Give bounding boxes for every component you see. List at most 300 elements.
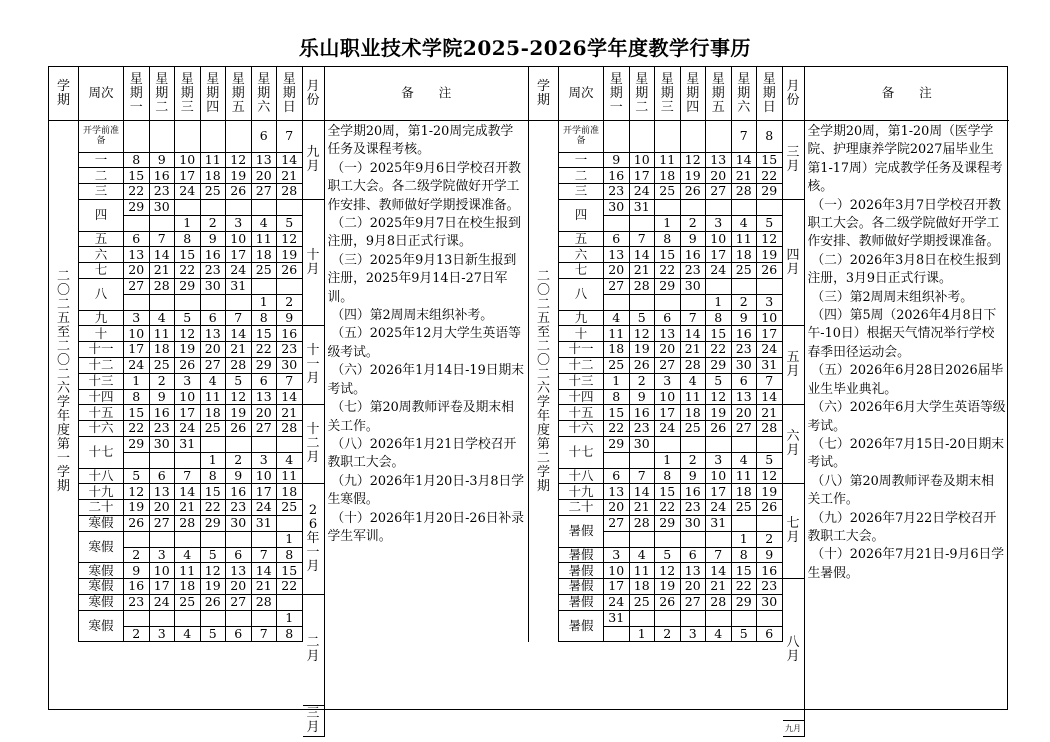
- date-cell: 22: [655, 500, 681, 516]
- month-label: 十 二 月: [303, 405, 325, 484]
- date-cell: 25: [681, 421, 707, 437]
- date-cell: 18: [655, 168, 681, 184]
- date-cell: 18: [252, 247, 278, 263]
- date-cell: 8: [757, 121, 783, 153]
- date-cell: 31: [175, 437, 201, 453]
- date-cell: 27: [655, 358, 681, 374]
- date-cell: 26: [757, 263, 783, 279]
- date-cell: 15: [201, 484, 227, 500]
- date-cell: 24: [706, 263, 732, 279]
- week-label: 七: [79, 263, 124, 279]
- date-cell: [732, 611, 758, 627]
- date-cell: 24: [226, 263, 252, 279]
- date-cell: 22: [201, 500, 227, 516]
- week-label: 十四: [79, 390, 124, 406]
- date-cell: 20: [681, 579, 707, 595]
- date-cell: 19: [124, 500, 150, 516]
- date-cell: 16: [604, 168, 630, 184]
- date-cell: 17: [706, 484, 732, 500]
- date-cell: 1: [655, 453, 681, 469]
- date-cell: 16: [732, 326, 758, 342]
- date-cell: 29: [655, 516, 681, 532]
- date-cell: 12: [757, 469, 783, 485]
- week-label: 二: [559, 168, 604, 184]
- date-cell: 10: [757, 311, 783, 327]
- date-cell: 13: [655, 326, 681, 342]
- date-cell: 20: [604, 263, 630, 279]
- date-cell: 27: [124, 279, 150, 295]
- date-cell: 29: [124, 437, 150, 453]
- note-item: （六）2026年1月14日-19日期末考试。: [327, 363, 525, 397]
- note-item: （十）2026年7月21日-9月6日学生暑假。: [807, 547, 1005, 581]
- date-cell: 3: [252, 453, 278, 469]
- date-cell: 15: [604, 405, 630, 421]
- date-cell: 26: [655, 595, 681, 611]
- date-cell: 12: [226, 390, 252, 406]
- calendar-table: [48, 66, 1008, 735]
- date-cell: [681, 437, 707, 453]
- date-cell: 29: [201, 516, 227, 532]
- date-cell: 27: [252, 184, 278, 200]
- date-cell: 21: [757, 405, 783, 421]
- date-cell: 20: [124, 263, 150, 279]
- date-cell: 3: [175, 374, 201, 390]
- date-cell: 13: [252, 390, 278, 406]
- date-cell: 26: [124, 516, 150, 532]
- header-day: 星 期 五: [226, 67, 252, 121]
- date-cell: 23: [732, 342, 758, 358]
- date-cell: 1: [655, 216, 681, 232]
- date-cell: 19: [226, 405, 252, 421]
- date-cell: 30: [681, 516, 707, 532]
- note-item: （八）第20周教师评卷及期末相关工作。: [807, 473, 994, 508]
- date-cell: 30: [681, 279, 707, 295]
- date-cell: 7: [757, 374, 783, 390]
- date-cell: 31: [757, 358, 783, 374]
- date-cell: 8: [655, 469, 681, 485]
- month-label: 七 月: [783, 484, 805, 579]
- week-label: 五: [79, 232, 124, 248]
- date-cell: [226, 295, 252, 311]
- week-label: 十六: [559, 421, 604, 437]
- week-label: 八: [559, 279, 604, 311]
- date-cell: 20: [655, 342, 681, 358]
- date-cell: [732, 279, 758, 295]
- date-cell: [604, 295, 630, 311]
- date-cell: 20: [201, 342, 227, 358]
- date-cell: 6: [604, 469, 630, 485]
- date-cell: 21: [277, 405, 303, 421]
- week-label: 十三: [559, 374, 604, 390]
- date-cell: [201, 437, 227, 453]
- note-item: （二）2025年9月7日在校生报到注册，9月8日正式行课。: [327, 216, 521, 250]
- header-month: 月 份: [783, 67, 805, 121]
- date-cell: 26: [277, 263, 303, 279]
- date-cell: 25: [630, 595, 656, 611]
- week-label: 三: [559, 184, 604, 200]
- date-cell: 7: [630, 469, 656, 485]
- date-cell: 24: [604, 595, 630, 611]
- date-cell: 21: [252, 579, 278, 595]
- date-cell: 3: [655, 374, 681, 390]
- date-cell: 31: [604, 611, 630, 627]
- date-cell: 15: [655, 484, 681, 500]
- date-cell: [226, 532, 252, 548]
- date-cell: 12: [655, 563, 681, 579]
- date-cell: 1: [277, 532, 303, 548]
- week-label: 暑假: [559, 595, 604, 611]
- date-cell: 23: [201, 263, 227, 279]
- date-cell: 7: [630, 232, 656, 248]
- date-cell: 14: [277, 390, 303, 406]
- date-cell: 8: [124, 390, 150, 406]
- date-cell: 1: [252, 295, 278, 311]
- date-cell: 29: [706, 358, 732, 374]
- date-cell: 18: [681, 405, 707, 421]
- date-cell: 10: [175, 153, 201, 169]
- date-cell: [706, 437, 732, 453]
- date-cell: 15: [732, 563, 758, 579]
- date-cell: 20: [150, 500, 176, 516]
- note-item: （十）2026年1月20日-26日补录学生军训。: [327, 510, 525, 544]
- date-cell: 5: [226, 374, 252, 390]
- date-cell: [252, 532, 278, 548]
- date-cell: 15: [655, 247, 681, 263]
- date-cell: [757, 279, 783, 295]
- date-cell: 29: [655, 279, 681, 295]
- date-cell: 19: [757, 484, 783, 500]
- date-cell: 4: [252, 216, 278, 232]
- date-cell: 11: [175, 563, 201, 579]
- date-cell: [630, 453, 656, 469]
- date-cell: 4: [732, 453, 758, 469]
- month-label: 十 一 月: [303, 326, 325, 405]
- week-label: 暑假: [559, 579, 604, 595]
- notes-panel: [805, 121, 1010, 642]
- date-cell: 12: [706, 390, 732, 406]
- header-day: 星 期 五: [706, 67, 732, 121]
- header-day: 星 期 四: [681, 67, 707, 121]
- date-cell: 3: [706, 453, 732, 469]
- date-cell: 19: [757, 247, 783, 263]
- date-cell: 14: [630, 247, 656, 263]
- header-day: 星 期 二: [630, 67, 656, 121]
- date-cell: 10: [150, 563, 176, 579]
- note-item: （一）2026年3月7日学校召开教职工大会。各二级学院做好开学工作安排、教师做好学期授课准备。: [807, 197, 1001, 250]
- date-cell: 20: [226, 579, 252, 595]
- date-cell: [150, 453, 176, 469]
- month-label: 十 月: [303, 200, 325, 326]
- date-cell: 6: [757, 627, 783, 643]
- date-cell: [277, 200, 303, 216]
- date-cell: [150, 216, 176, 232]
- date-cell: [277, 437, 303, 453]
- header-week: 周次: [559, 67, 604, 121]
- date-cell: [277, 595, 303, 611]
- date-cell: 27: [252, 421, 278, 437]
- month-label: 九月: [783, 721, 805, 737]
- date-cell: 28: [681, 358, 707, 374]
- date-cell: [252, 611, 278, 627]
- date-cell: 11: [604, 326, 630, 342]
- date-cell: 9: [226, 469, 252, 485]
- date-cell: 5: [757, 453, 783, 469]
- date-cell: 6: [226, 548, 252, 564]
- date-cell: 21: [630, 500, 656, 516]
- date-cell: 1: [732, 532, 758, 548]
- date-cell: 1: [277, 611, 303, 627]
- date-cell: 30: [630, 437, 656, 453]
- semester-label: 二 〇 二 五 至 二 〇 二 六 学 年 度 第 一 学 期: [49, 121, 79, 642]
- header-week: 周次: [79, 67, 124, 121]
- date-cell: 15: [252, 326, 278, 342]
- date-cell: [732, 437, 758, 453]
- date-cell: 24: [655, 421, 681, 437]
- date-cell: 21: [706, 579, 732, 595]
- date-cell: 24: [124, 358, 150, 374]
- date-cell: 8: [175, 232, 201, 248]
- date-cell: 14: [630, 484, 656, 500]
- date-cell: 13: [681, 563, 707, 579]
- date-cell: [681, 121, 707, 153]
- date-cell: 5: [201, 627, 227, 643]
- date-cell: 5: [124, 469, 150, 485]
- date-cell: 2: [124, 627, 150, 643]
- date-cell: 21: [630, 263, 656, 279]
- page-title: 乐山职业技术学院2025-2026学年度教学行事历: [298, 36, 752, 60]
- date-cell: 7: [252, 548, 278, 564]
- date-cell: 4: [175, 548, 201, 564]
- date-cell: 22: [757, 168, 783, 184]
- note-item: 全学期20周，第1-20周完成教学任务及课程考核。: [327, 124, 514, 158]
- date-cell: 6: [655, 311, 681, 327]
- date-cell: 5: [201, 548, 227, 564]
- date-cell: [175, 121, 201, 153]
- date-cell: 10: [706, 232, 732, 248]
- date-cell: 27: [226, 595, 252, 611]
- date-cell: [226, 437, 252, 453]
- date-cell: 25: [655, 184, 681, 200]
- date-cell: 26: [630, 358, 656, 374]
- note-item: （九）2026年1月20日-3月8日学生寒假。: [327, 473, 525, 508]
- date-cell: 20: [252, 168, 278, 184]
- date-cell: 3: [757, 295, 783, 311]
- date-cell: 20: [252, 405, 278, 421]
- date-cell: 10: [124, 326, 150, 342]
- date-cell: 9: [604, 153, 630, 169]
- date-cell: 26: [226, 421, 252, 437]
- date-cell: 3: [150, 627, 176, 643]
- date-cell: 1: [124, 374, 150, 390]
- date-cell: 17: [124, 342, 150, 358]
- date-cell: 26: [201, 595, 227, 611]
- date-cell: 23: [226, 500, 252, 516]
- date-cell: 16: [124, 579, 150, 595]
- date-cell: 28: [706, 595, 732, 611]
- date-cell: 9: [124, 563, 150, 579]
- date-cell: 31: [630, 200, 656, 216]
- date-cell: 16: [150, 405, 176, 421]
- date-cell: 11: [655, 153, 681, 169]
- date-cell: 22: [124, 184, 150, 200]
- date-cell: 23: [681, 263, 707, 279]
- date-cell: 10: [175, 390, 201, 406]
- date-cell: 25: [150, 358, 176, 374]
- date-cell: [150, 611, 176, 627]
- date-cell: 24: [757, 342, 783, 358]
- date-cell: [252, 279, 278, 295]
- header-month: 月 份: [303, 67, 325, 121]
- date-cell: 4: [604, 311, 630, 327]
- date-cell: 17: [175, 168, 201, 184]
- date-cell: 22: [124, 421, 150, 437]
- date-cell: 11: [681, 390, 707, 406]
- date-cell: [757, 200, 783, 216]
- date-cell: 10: [655, 390, 681, 406]
- date-cell: 19: [226, 168, 252, 184]
- date-cell: [201, 611, 227, 627]
- date-cell: 9: [681, 469, 707, 485]
- header-day: 星 期 日: [757, 67, 783, 121]
- month-label: 二 月: [303, 595, 325, 706]
- date-cell: 23: [604, 184, 630, 200]
- date-cell: 13: [732, 390, 758, 406]
- date-cell: 18: [732, 247, 758, 263]
- date-cell: 26: [175, 358, 201, 374]
- week-label: 十一: [79, 342, 124, 358]
- date-cell: 2: [757, 532, 783, 548]
- date-cell: 23: [681, 500, 707, 516]
- date-cell: [175, 611, 201, 627]
- date-cell: 9: [201, 232, 227, 248]
- date-cell: 29: [604, 437, 630, 453]
- date-cell: 16: [757, 563, 783, 579]
- week-label: 九: [559, 311, 604, 327]
- date-cell: 17: [175, 405, 201, 421]
- date-cell: 22: [732, 579, 758, 595]
- date-cell: [124, 216, 150, 232]
- date-cell: 18: [150, 342, 176, 358]
- date-cell: 5: [655, 548, 681, 564]
- date-cell: 8: [124, 153, 150, 169]
- date-cell: 13: [604, 247, 630, 263]
- date-cell: 14: [150, 247, 176, 263]
- date-cell: 24: [706, 500, 732, 516]
- date-cell: 28: [150, 279, 176, 295]
- week-label: 寒假: [79, 611, 124, 643]
- date-cell: 25: [201, 184, 227, 200]
- note-item: （三）2025年9月13日新生报到注册，2025年9月14日-27日军训。: [327, 252, 517, 305]
- date-cell: 6: [732, 374, 758, 390]
- date-cell: 7: [681, 311, 707, 327]
- second-semester-section: [529, 67, 1009, 733]
- date-cell: 2: [277, 295, 303, 311]
- week-label: 五: [559, 232, 604, 248]
- date-cell: [150, 295, 176, 311]
- date-cell: 9: [681, 232, 707, 248]
- date-cell: 19: [681, 168, 707, 184]
- date-cell: 17: [706, 247, 732, 263]
- date-cell: [252, 437, 278, 453]
- semester-label: 二 〇 二 五 至 二 〇 二 六 学 年 度 第 二 学 期: [529, 121, 559, 642]
- week-label: 十: [79, 326, 124, 342]
- date-cell: 18: [175, 579, 201, 595]
- note-item: （八）2026年1月21日学校召开教职工大会。: [327, 436, 517, 471]
- date-cell: 15: [124, 168, 150, 184]
- date-cell: [604, 216, 630, 232]
- week-label: 十七: [79, 437, 124, 469]
- date-cell: 13: [124, 247, 150, 263]
- date-cell: 11: [732, 469, 758, 485]
- date-cell: 12: [681, 153, 707, 169]
- header-day: 星 期 一: [124, 67, 150, 121]
- date-cell: 21: [681, 342, 707, 358]
- week-label: 十七: [559, 437, 604, 469]
- date-cell: 28: [252, 595, 278, 611]
- month-label: 九 月: [303, 121, 325, 200]
- week-label: 十三: [79, 374, 124, 390]
- date-cell: 29: [124, 200, 150, 216]
- date-cell: 2: [201, 216, 227, 232]
- date-cell: 31: [252, 516, 278, 532]
- date-cell: 18: [201, 405, 227, 421]
- date-cell: 25: [175, 595, 201, 611]
- date-cell: 9: [630, 390, 656, 406]
- date-cell: 22: [604, 421, 630, 437]
- week-label: 十: [559, 326, 604, 342]
- date-cell: 25: [604, 358, 630, 374]
- date-cell: 19: [655, 579, 681, 595]
- week-label: 十二: [79, 358, 124, 374]
- date-cell: [252, 200, 278, 216]
- date-cell: [226, 611, 252, 627]
- date-cell: 23: [124, 595, 150, 611]
- date-cell: 2: [681, 453, 707, 469]
- date-cell: 17: [604, 579, 630, 595]
- date-cell: 5: [732, 627, 758, 643]
- date-cell: 28: [175, 516, 201, 532]
- date-cell: 25: [252, 263, 278, 279]
- date-cell: [124, 295, 150, 311]
- date-cell: 21: [226, 342, 252, 358]
- month-label: 2 6 年 一 月: [303, 484, 325, 595]
- date-cell: [706, 121, 732, 153]
- date-cell: 16: [630, 405, 656, 421]
- week-label: 寒假: [79, 563, 124, 579]
- date-cell: 29: [732, 595, 758, 611]
- week-label: 十九: [559, 484, 604, 500]
- date-cell: 9: [277, 311, 303, 327]
- month-label: 八 月: [783, 579, 805, 721]
- note-item: （六）2026年6月大学生英语等级考试。: [807, 400, 1006, 434]
- date-cell: 6: [226, 627, 252, 643]
- date-cell: 21: [732, 168, 758, 184]
- date-cell: 19: [277, 247, 303, 263]
- date-cell: 16: [226, 484, 252, 500]
- date-cell: 24: [252, 500, 278, 516]
- date-cell: 20: [732, 405, 758, 421]
- date-cell: 26: [757, 500, 783, 516]
- date-cell: 27: [201, 358, 227, 374]
- date-cell: 15: [277, 563, 303, 579]
- date-cell: 10: [252, 469, 278, 485]
- date-cell: 13: [604, 484, 630, 500]
- date-cell: 21: [277, 168, 303, 184]
- date-cell: 9: [732, 311, 758, 327]
- date-cell: 16: [201, 247, 227, 263]
- date-cell: 19: [630, 342, 656, 358]
- date-cell: 6: [201, 311, 227, 327]
